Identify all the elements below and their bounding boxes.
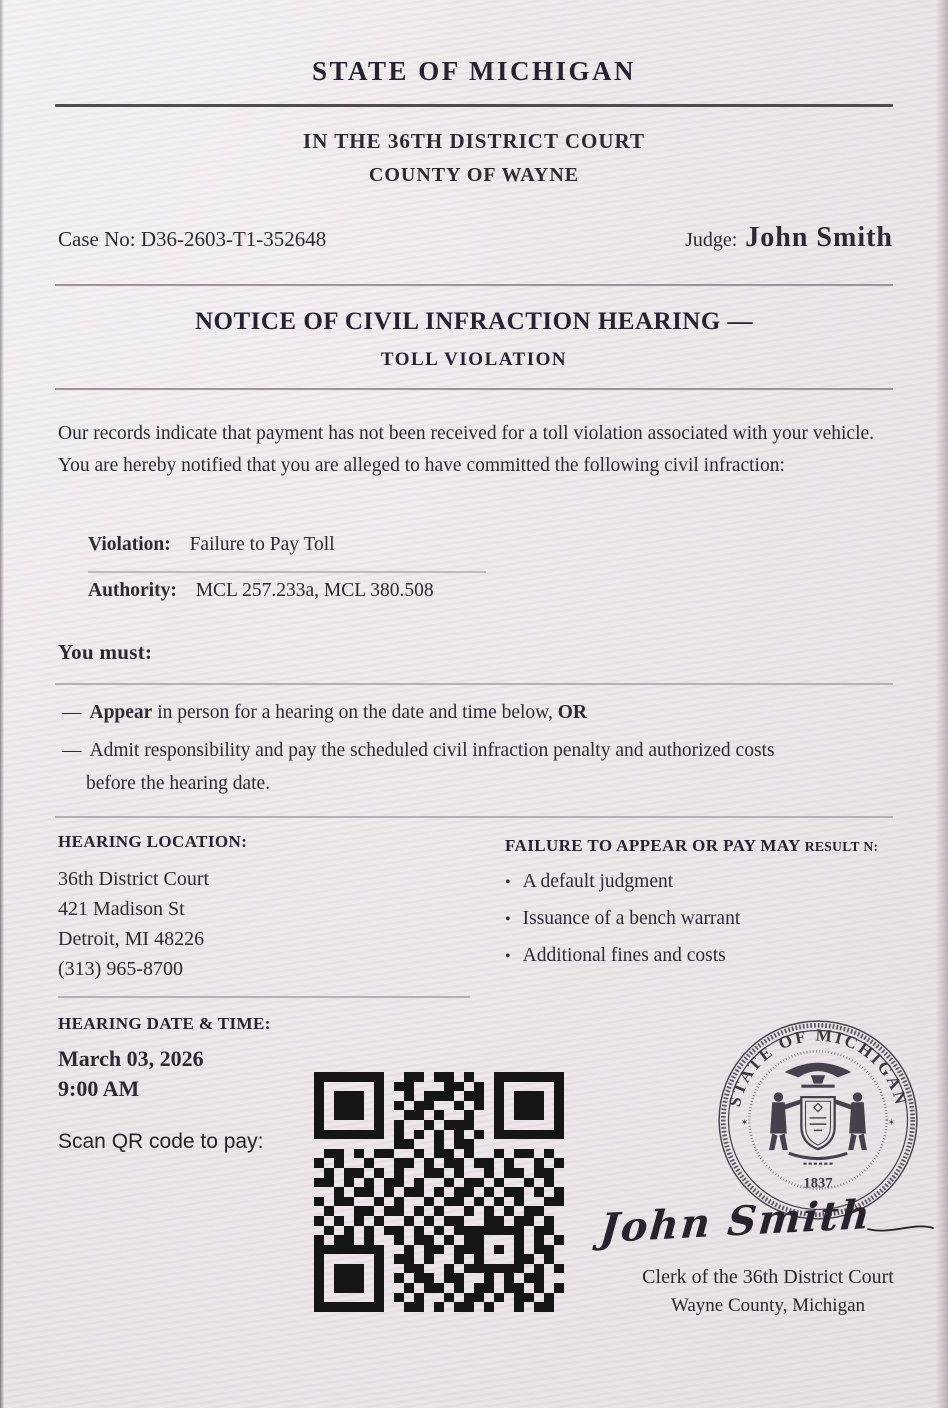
seal-shield-icon (801, 1097, 834, 1149)
authority-row (88, 580, 434, 602)
location-city: Detroit, MI 48226 (58, 928, 205, 950)
clerk-county-line: Wayne County, Michigan (670, 1295, 866, 1316)
location-court: 36th District Court (58, 868, 210, 890)
clerk-title-line: Clerk of the 36th District Court (642, 1266, 894, 1288)
title-divider-top (55, 284, 893, 286)
seal-right-mark: ✶ (887, 1118, 895, 1128)
header-divider (55, 104, 893, 107)
court-line-1: IN THE 36TH DISTRICT COURT (303, 129, 645, 153)
hearing-time: 9:00 AM (58, 1076, 140, 1101)
obligations-divider (55, 683, 893, 685)
case-number-value: D36-2603-T1-352648 (140, 227, 327, 251)
you-must-heading: You must: (58, 640, 153, 664)
authority-value: MCL 257.233a, MCL 380.508 (195, 580, 434, 601)
section-divider (55, 816, 893, 818)
bullet-icon: • (505, 948, 511, 965)
state-of-michigan-seal-icon (712, 1018, 924, 1222)
intro-paragraph: Our records indicate that payment has not been received for a toll violation associated with your vehicle. You are hereby notified that you are alleged to have committed the following civil infraction: (58, 423, 875, 476)
case-judge-row (58, 222, 893, 254)
payment-qr-code (314, 1072, 564, 1312)
seal-arc-text: STATE OF MICHIGAN (725, 1025, 912, 1109)
seal-eagle-icon (785, 1063, 852, 1088)
left-column-divider (58, 996, 470, 998)
list-item: • A default judgment (505, 871, 674, 892)
hearing-location-heading: HEARING LOCATION: (58, 832, 248, 851)
signature-script: John Smith (598, 1190, 874, 1253)
obligation-item-appear (62, 696, 796, 729)
list-item: • Issuance of a bench warrant (505, 908, 741, 929)
judge-name: John Smith (745, 222, 893, 253)
admit-text: Admit responsibility and pay the scheduled civil infraction penalty and authorized costs before the hearing date. (86, 740, 775, 794)
violation-value: Failure to Pay Toll (189, 534, 335, 555)
violation-label: Violation: (88, 534, 171, 555)
violation-underline (88, 571, 486, 573)
hearing-date: March 03, 2026 (58, 1046, 204, 1071)
failure-heading-main: FAILURE TO APPEAR OR PAY MAY (505, 836, 805, 855)
court-line-2: COUNTY OF WAYNE (368, 164, 580, 186)
title-divider-bottom (55, 388, 893, 390)
location-phone: (313) 965-8700 (58, 958, 183, 980)
scan-qr-label: Scan QR code to pay: (58, 1130, 264, 1153)
list-item: • Additional fines and costs (505, 945, 726, 966)
judge-label: Judge: (685, 229, 738, 251)
violation-row (88, 534, 335, 556)
dash-bullet: — (62, 740, 82, 761)
seal-banner (789, 1153, 847, 1163)
authority-label: Authority: (88, 580, 177, 601)
seal-left-mark: ✶ (740, 1118, 748, 1128)
appear-text: in person for a hearing on the date and time below, (152, 702, 558, 723)
signature-flourish-icon (866, 1219, 936, 1235)
judge (685, 222, 893, 254)
or-bold: OR (557, 702, 587, 723)
case-number (58, 227, 326, 252)
case-number-label: Case No: (58, 227, 136, 251)
state-heading: STATE OF MICHIGAN (311, 56, 637, 86)
hearing-datetime-heading: HEARING DATE & TIME: (58, 1014, 271, 1033)
consequences-list (505, 864, 740, 975)
obligation-item-admit (62, 734, 796, 800)
bullet-icon: • (505, 874, 511, 891)
failure-heading-small: RESULT N: (804, 839, 879, 854)
appear-bold: Appear (89, 702, 153, 723)
clerk-signature (586, 1190, 948, 1253)
hearing-location-address (58, 864, 209, 984)
location-street: 421 Madison St (58, 898, 185, 920)
bullet-icon: • (505, 911, 511, 928)
failure-heading (505, 836, 905, 856)
seal-year: 1837 (803, 1175, 833, 1192)
dash-bullet: — (62, 702, 82, 723)
notice-subtitle: TOLL VIOLATION (380, 349, 568, 370)
notice-title: NOTICE OF CIVIL INFRACTION HEARING — (194, 308, 754, 335)
